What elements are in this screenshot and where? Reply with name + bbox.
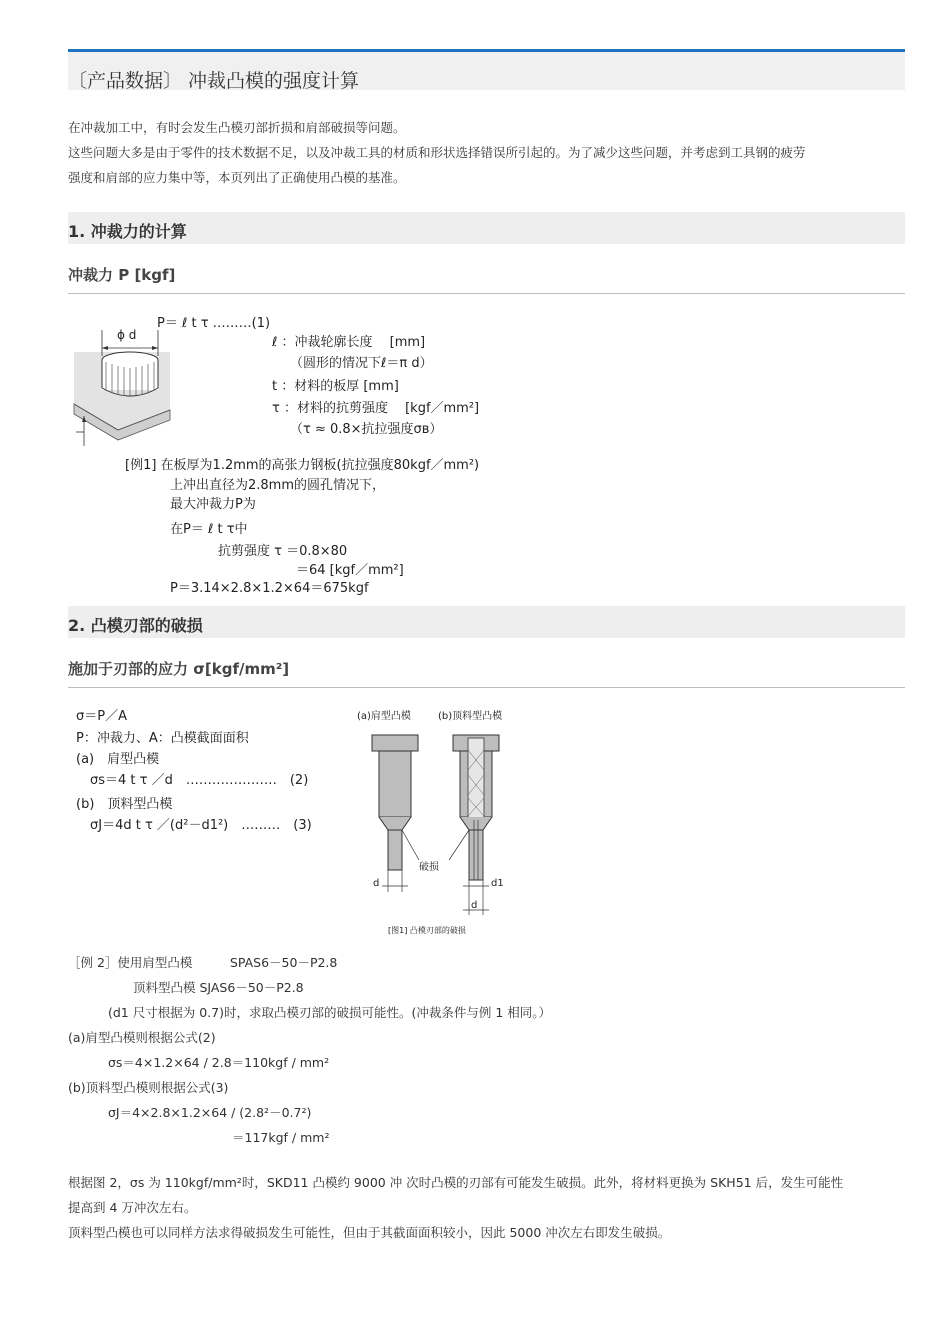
example-2-line: 顶料型凸模 SJAS6－50－P2.8: [133, 980, 304, 995]
intro-line: 强度和肩部的应力集中等，本页列出了正确使用凸模的基准。: [68, 170, 406, 185]
example-2-line: (b)顶料型凸模则根据公式(3): [68, 1080, 229, 1095]
damage-label: 破损: [419, 862, 439, 873]
section-1-heading: 1. 冲裁力的计算: [68, 222, 187, 241]
page-title: 〔产品数据〕 冲裁凸模的强度计算: [68, 70, 360, 92]
stress-formula-line: σ＝P／A: [76, 709, 127, 724]
section-1-subheading: 冲裁力 P [kgf]: [68, 266, 176, 284]
example-1-line: 在P＝ ℓ t τ中: [170, 522, 248, 537]
conclusion-line: 根据图 2，σs 为 110kgf/mm²时，SKD11 凸模约 9000 冲 次时凸模的刃部有可能发生破损。此外，将材料更换为 SKH51 后，发生可能性: [68, 1175, 844, 1190]
dim-d-label: d: [373, 878, 380, 889]
example-2-line: σJ＝4×2.8×1.2×64 / (2.8²－0.7²): [108, 1105, 312, 1120]
divider: [68, 687, 905, 688]
formula-line: （圆形的情况下ℓ＝π d）: [290, 356, 433, 371]
section-2-heading-bar: [68, 606, 905, 638]
conclusion-line: 顶料型凸模也可以同样方法求得破损发生可能性，但由于其截面面积较小，因此 5000 冲次左右即发生破损。: [68, 1225, 671, 1240]
diameter-label: ϕ d: [117, 328, 137, 342]
formula-line: ℓ ：冲裁轮廓长度 [mm]: [272, 335, 426, 350]
divider: [68, 293, 905, 294]
formula-line: t ：材料的板厚 [mm]: [272, 379, 399, 394]
stress-formula-line: (a) 肩型凸模: [76, 752, 160, 767]
stress-formula-line: (b) 顶料型凸模: [76, 797, 173, 812]
example-1-line: 抗剪强度 τ ＝0.8×80: [218, 544, 348, 559]
section-1-heading-bar: [68, 212, 905, 244]
conclusion-paragraph: [68, 1170, 908, 1245]
conclusion-line: 提高到 4 万冲次左右。: [68, 1200, 197, 1215]
dim-d-label: d: [471, 900, 478, 911]
formula-line: τ ：材料的抗剪强度 [kgf／mm²]: [272, 401, 480, 416]
section-2-subheading: 施加于刃部的应力 σ[kgf/mm²]: [68, 660, 290, 678]
stress-formula-line: σJ＝4d t τ ／(d²－d1²) ……… (3): [90, 818, 312, 833]
punch-figure: [355, 720, 515, 920]
figure-label-a: (a)肩型凸模: [357, 711, 411, 722]
example-1-line: [例1] 在板厚为1.2mm的高张力钢板(抗拉强度80kgf／mm²): [125, 458, 480, 473]
figure-label-b: (b)顶料型凸模: [438, 711, 503, 722]
intro-line: 在冲裁加工中，有时会发生凸模刃部折损和肩部破损等问题。: [68, 120, 406, 135]
intro-paragraph: [68, 115, 908, 190]
example-1-line: 上冲出直径为2.8mm的圆孔情况下，: [170, 478, 386, 493]
example-2-line: (d1 尺寸根据为 0.7)时，求取凸模刃部的破损可能性。(冲裁条件与例 1 相同。）: [108, 1005, 551, 1020]
example-2-line: σs＝4×1.2×64 / 2.8＝110kgf / mm²: [108, 1055, 330, 1070]
formula-line: P＝ ℓ t τ ………(1): [157, 316, 271, 331]
section-2-heading: 2. 凸模刃部的破损: [68, 616, 203, 635]
dim-d1-label: d1: [491, 878, 504, 889]
stress-formula-line: P：冲裁力、A：凸模截面面积: [76, 731, 249, 746]
example-1-result: P＝3.14×2.8×1.2×64＝675kgf: [170, 581, 369, 596]
formula-line: （τ ≈ 0.8×抗拉强度σʙ）: [290, 422, 443, 437]
example-2-line: (a)肩型凸模则根据公式(2): [68, 1030, 216, 1045]
example-2-line: ＝117kgf / mm²: [232, 1130, 330, 1145]
example-1-line: 最大冲裁力P为: [170, 497, 256, 512]
intro-line: 这些问题大多是由于零件的技术数据不足，以及冲裁工具的材质和形状选择错误所引起的。为了减少这些问题，并考虑到工具钢的疲劳: [68, 145, 806, 160]
example-2-line: ［例 2］使用肩型凸模 SPAS6－50－P2.8: [68, 955, 338, 970]
example-1-line: ＝64 [kgf／mm²]: [296, 563, 404, 578]
stress-formula-line: σs＝4 t τ ／d ………………… (2): [90, 773, 309, 788]
figure-caption: [图1] 凸模刃部的破损: [388, 926, 466, 935]
